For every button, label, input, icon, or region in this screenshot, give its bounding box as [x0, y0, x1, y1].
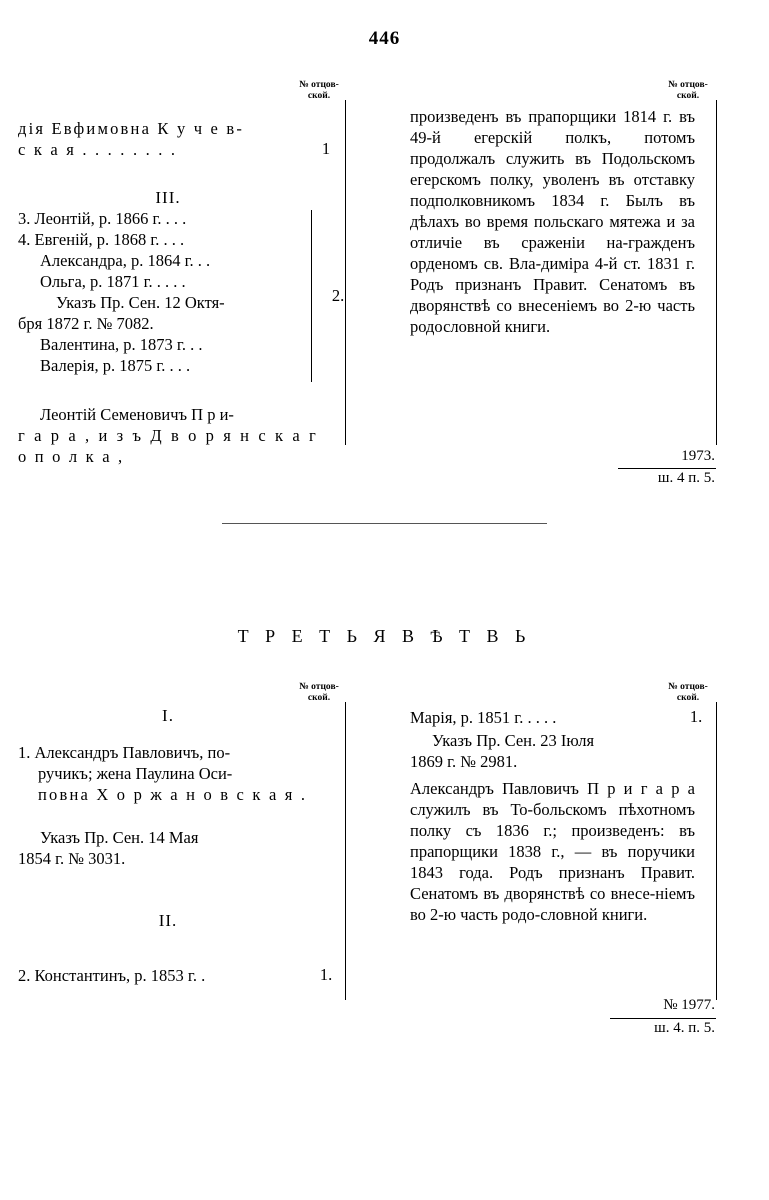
ukaz-one-section-two: Указъ Пр. Сен. 14 Мая 1854 г. № 3031.	[18, 828, 199, 868]
right-paragraph-section-two: Александръ Павловичъ П р и г а р а служилъ въ То-больскомъ пѣхотномъ полку съ 1836 г.; произведенъ: въ прапорщики 1838 г., — въ поручики 1843 года. Родъ признанъ Правит. Сенатомъ въ дворянствѣ со внесе-ніемъ во 2-ю часть родо-словной книги.	[410, 779, 695, 924]
list-item-ukaz-cont: бря 1872 г. № 7082.	[18, 314, 154, 333]
reference-number-two: № 1977.	[663, 997, 715, 1013]
entry-two-section-two: 2. Константинъ, р. 1853 г. .	[18, 966, 206, 985]
column-header-right-two: № отцов- ской.	[668, 682, 708, 703]
column-header-left-two: № отцов- ской.	[299, 682, 339, 703]
list-item: Александра, р. 1864 г. . .	[40, 251, 211, 270]
right-line-one-number: 1.	[689, 707, 703, 726]
left-paragraph-section-one: Леонтій Семеновичъ П р и- г а р а , и з ъ Д в о р я н с к а г о п о л к а ,	[18, 405, 318, 466]
reference-number-one: 1973.	[681, 448, 715, 464]
column-rule-right-two	[716, 702, 717, 1000]
right-paragraph-section-one: произведенъ въ прапорщики 1814 г. въ 49-й егерскій полкъ, потомъ продолжалъ служить въ Подольскомъ егерскомъ полку, уволенъ въ отставку подполковникомъ 1834 г. Былъ въ дѣлахъ во время польскаго мятежа и за отличіе въ сраженіи на-гражденъ орденомъ св. Вла-диміра 4-й ст. 1831 г. Родъ признанъ Правит. Сенатомъ въ дворянствѣ со внесеніемъ во 2-ю часть родословной книги.	[410, 107, 695, 336]
column-header-left: № отцов- ской.	[299, 80, 339, 101]
right-ukaz-section-two: Указъ Пр. Сен. 23 Іюля 1869 г. № 2981.	[410, 731, 595, 771]
list-item-ukaz: Указъ Пр. Сен. 12 Октя-	[56, 293, 225, 312]
list-item: Валентина, р. 1873 г. . .	[40, 335, 203, 354]
continued-entry-line2: с к а я . . . . . . . .	[18, 140, 178, 159]
children-list-section-one	[18, 208, 318, 376]
column-header-right: № отцов- ской.	[668, 80, 708, 101]
column-rule-right	[716, 100, 717, 445]
list-item: Валерія, р. 1875 г. . . .	[40, 356, 191, 375]
list-item: Ольга, р. 1871 г. . . . .	[40, 272, 186, 291]
reference-sheet-two: ш. 4. п. 5.	[654, 1020, 715, 1036]
left-column-section-one	[18, 118, 318, 160]
roman-heading-iii: III.	[155, 188, 181, 207]
entry-two-number: 1.	[319, 965, 333, 984]
group-number: 2.	[331, 286, 345, 305]
branch-title: Т Р Е Т Ь Я В Ѣ Т В Ь	[237, 626, 532, 646]
list-item: 4. Евгеній, р. 1868 г. . . .	[18, 230, 185, 249]
reference-rule-one	[618, 468, 716, 469]
section-divider	[222, 523, 547, 524]
entry-one-section-two: 1. Александръ Павловичъ, по- ручикъ; жена Паулина Оси- повна Х о р ж а н о в с к а я .	[18, 743, 308, 804]
reference-rule-two	[610, 1018, 716, 1019]
group-brace	[311, 210, 312, 382]
continued-entry-line1: дія Евфимовна К у ч е в-	[18, 119, 245, 138]
right-line-one-section-two: Марія, р. 1851 г. . . . .	[410, 708, 557, 727]
continued-entry-number: 1	[321, 139, 331, 158]
reference-sheet-one: ш. 4 п. 5.	[657, 470, 715, 486]
list-item: 3. Леонтій, р. 1866 г. . . .	[18, 209, 187, 228]
column-rule-left-two	[345, 702, 346, 1000]
roman-heading-i: I.	[162, 706, 174, 725]
page-number: 446	[368, 28, 401, 49]
roman-heading-ii: II.	[158, 911, 178, 930]
